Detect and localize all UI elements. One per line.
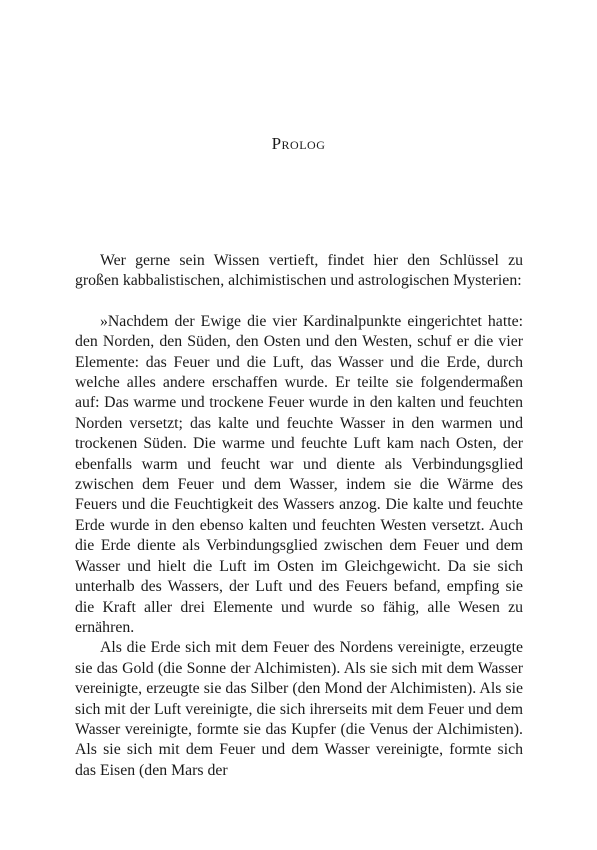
paragraph-quote: »Nachdem der Ewige die vier Kardinalpunkte eingerichtet hatte: den Norden, den Süden, den Osten und den Westen, schuf er die vier Elemente: das Feuer und die Luft, das Wasser und die Erde, durch welche alles andere erschaffen wurde. Er teilte sie folgendermaßen auf: Das warme und trockene Feuer wurde in den kalten und feuchten Norden versetzt; das kalte und feuchte Wasser in den warmen und trockenen Süden. Die warme und feuchte Luft kam nach Osten, der ebenfalls warm und feucht war und diente als Verbindungsglied zwischen dem Feuer und dem Wasser, indem sie die Wärme des Feuers und die Feuchtigkeit des Wassers anzog. Die kalte und feuchte Erde wurde in den ebenso kalten und feuchten Westen versetzt. Auch die Erde diente als Verbindungsglied zwischen dem Feuer und dem Wasser und hielt die Luft im Osten im Gleichgewicht. Da sie sich unterhalb des Wassers, der Luft und des Feuers befand, empfing sie die Kraft aller drei Elemente und wurde so fähig, alle Wesen zu ernähren.: [75, 312, 523, 636]
paragraph-intro: Wer gerne sein Wissen vertieft, findet hier den Schlüssel zu großen kabbalistischen, alchimistischen und astrologischen Mysterien:: [75, 252, 523, 290]
paragraph-metals: Als die Erde sich mit dem Feuer des Nordens vereinigte, erzeugte sie das Gold (die Sonne der Alchimisten). Als sie sich mit dem Wasser vereinigte, erzeugte sie das Silber (den Mond der Alchimisten). Als sie sich mit der Luft vereinigte, die sich ihrerseits mit dem Feuer und dem Wasser vereinigte, formte sie das Kupfer (die Venus der Alchimisten). Als sie sich mit dem Feuer und dem Wasser vereinigte, formte sich das Eisen (den Mars der: [75, 639, 523, 779]
chapter-title: Prolog: [271, 134, 326, 153]
body-text: [75, 251, 523, 781]
